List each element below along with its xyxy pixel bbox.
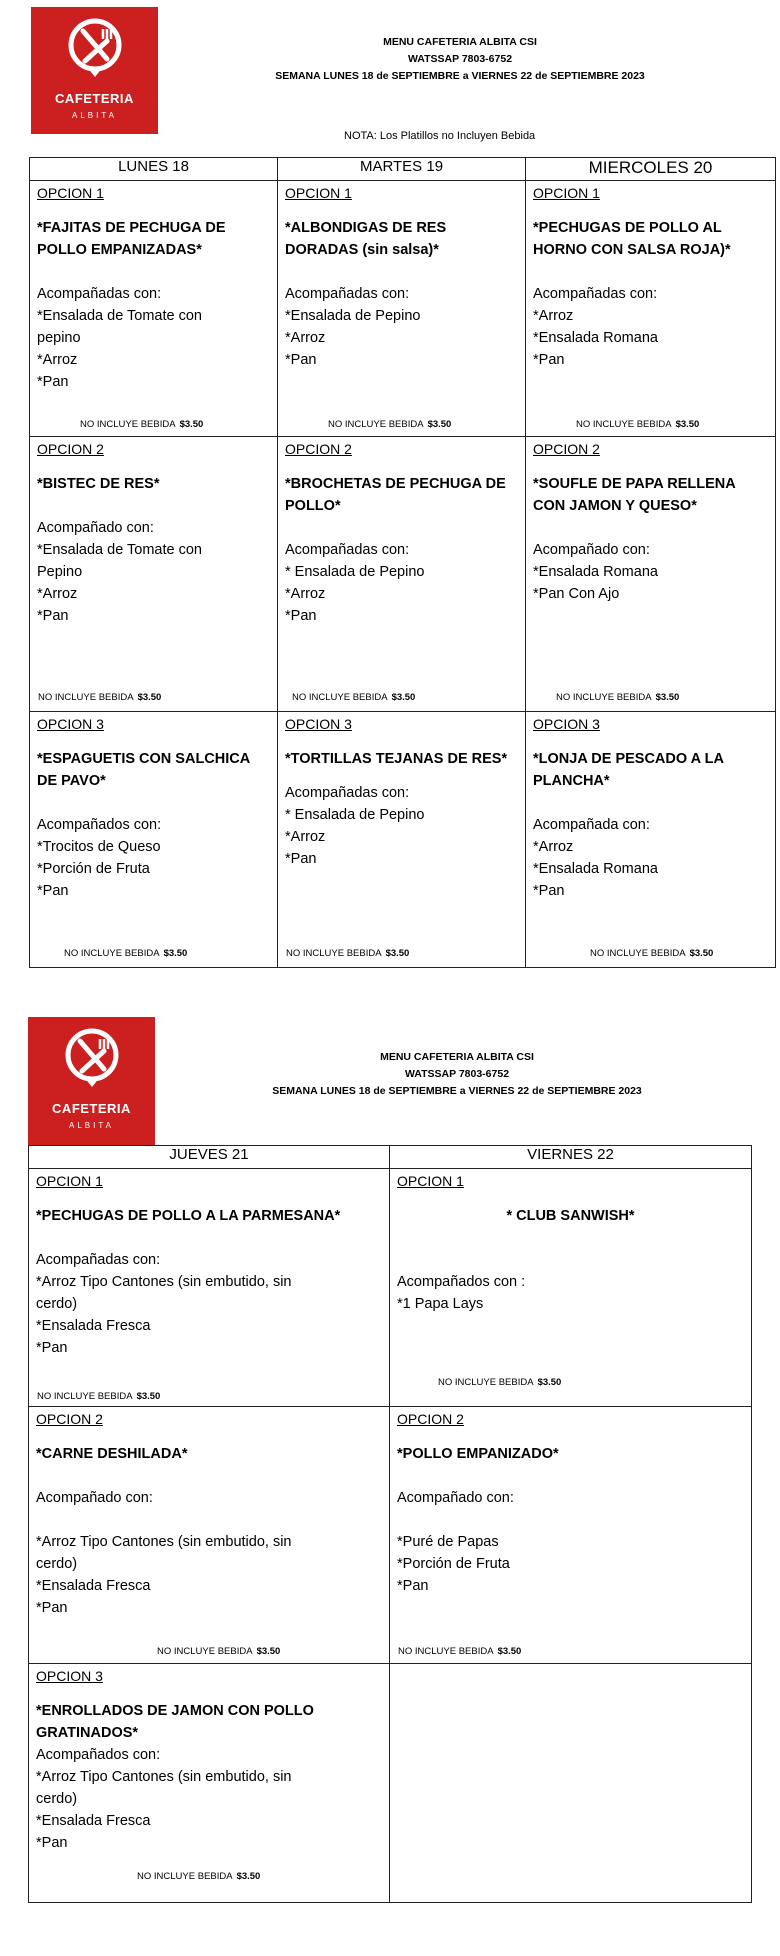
accompaniments	[533, 283, 768, 371]
side-item: *Arroz	[285, 330, 326, 346]
menu-cell	[29, 1169, 390, 1407]
accompaniments	[285, 283, 518, 371]
dish-name: * CLUB SANWISH*	[506, 1208, 635, 1224]
accompaniment-intro: Acompañadas con:	[36, 1252, 161, 1268]
option3-row	[30, 712, 776, 968]
accompaniments	[37, 814, 270, 902]
logo-title: CAFETERIA	[55, 91, 134, 106]
day-monday: LUNES 18	[30, 158, 278, 181]
accompaniment-intro: Acompañadas con:	[533, 286, 658, 302]
menu-cell	[278, 437, 526, 712]
menu-cell	[29, 1664, 390, 1903]
menu-cell	[30, 712, 278, 968]
side-item: *Ensalada Romana	[533, 330, 658, 346]
dish-name: *ENROLLADOS DE JAMON CON POLLO GRATINADOS*	[36, 1703, 314, 1741]
day-tuesday: MARTES 19	[278, 158, 526, 181]
no-drink-price: NO INCLUYE BEBIDA $3.50	[328, 419, 452, 430]
dish-name: *FAJITAS DE PECHUGA DE POLLO EMPANIZADAS*	[37, 220, 226, 258]
menu-cell	[30, 437, 278, 712]
side-item: * Ensalada de Pepino	[285, 564, 425, 580]
cafeteria-logo	[28, 1017, 155, 1145]
accompaniments	[36, 1487, 382, 1619]
menu-cell	[278, 181, 526, 437]
dish-name: *BROCHETAS DE PECHUGA DE POLLO*	[285, 476, 506, 514]
option-label: OPCION 1	[285, 185, 352, 201]
accompaniment-intro: Acompañado con:	[36, 1490, 153, 1506]
side-item: *Ensalada de Tomate con	[37, 542, 202, 558]
side-item: *Arroz	[285, 829, 326, 845]
no-drink-price: NO INCLUYE BEBIDA $3.50	[286, 948, 410, 959]
option2-row	[29, 1407, 752, 1664]
side-item: *Pan	[533, 352, 565, 368]
dish-name: *PECHUGAS DE POLLO AL HORNO CON SALSA ROJA)*	[533, 220, 731, 258]
menu-cell	[526, 437, 776, 712]
fork-knife-icon	[60, 1025, 124, 1089]
option-label: OPCION 3	[533, 716, 600, 732]
side-item: *Pan	[36, 1835, 68, 1851]
dish-name: *PECHUGAS DE POLLO A LA PARMESANA*	[36, 1208, 341, 1224]
side-item: *Ensalada Romana	[533, 861, 658, 877]
accompaniment-intro: Acompañado con:	[37, 520, 154, 536]
option-label: OPCION 2	[36, 1411, 103, 1427]
accompaniment-intro: Acompañado con:	[533, 542, 650, 558]
no-drink-price: NO INCLUYE BEBIDA $3.50	[556, 692, 680, 703]
no-drink-price: NO INCLUYE BEBIDA $3.50	[438, 1377, 562, 1388]
accompaniment-intro: Acompañadas con:	[285, 785, 410, 801]
option-label: OPCION 1	[37, 185, 104, 201]
day-wednesday: MIERCOLES 20	[526, 158, 776, 181]
side-item: *Puré de Papas	[397, 1534, 499, 1550]
side-item: cerdo)	[36, 1556, 78, 1572]
side-item: *Arroz Tipo Cantones (sin embutido, sin	[36, 1769, 292, 1785]
accompaniments	[285, 539, 518, 627]
accompaniments	[37, 283, 270, 393]
drink-note: NOTA: Los Platillos no Incluyen Bebida	[344, 130, 536, 142]
side-item: *Arroz	[285, 586, 326, 602]
no-drink-price: NO INCLUYE BEBIDA $3.50	[398, 1646, 522, 1657]
accompaniment-intro: Acompañados con:	[36, 1747, 161, 1763]
side-item: *Arroz Tipo Cantones (sin embutido, sin	[36, 1274, 292, 1290]
dish-name: *LONJA DE PESCADO A LA PLANCHA*	[533, 751, 724, 789]
header-phone: WATSSAP 7803-6752	[404, 1068, 510, 1080]
side-item: *Pan	[37, 374, 69, 390]
side-item: *Arroz	[37, 352, 78, 368]
day-header-row	[29, 1146, 752, 1169]
no-drink-price: NO INCLUYE BEBIDA $3.50	[137, 1871, 261, 1882]
option3-row	[29, 1664, 752, 1903]
menu-cell	[390, 1169, 752, 1407]
no-drink-price: NO INCLUYE BEBIDA $3.50	[38, 692, 162, 703]
option-label: OPCION 1	[397, 1173, 464, 1189]
menu-cell	[29, 1407, 390, 1664]
option-label: OPCION 3	[285, 716, 352, 732]
menu-cell	[278, 712, 526, 968]
accompaniments	[397, 1271, 744, 1315]
header-phone: WATSSAP 7803-6752	[407, 53, 513, 65]
menu-table-week1	[29, 157, 776, 968]
accompaniments	[36, 1249, 382, 1359]
side-item: Pepino	[37, 564, 83, 580]
side-item: *Arroz	[533, 308, 574, 324]
side-item: *Ensalada de Pepino	[285, 308, 421, 324]
side-item	[397, 1509, 744, 1531]
side-item: *Ensalada Fresca	[36, 1813, 151, 1829]
accompaniment-intro: Acompañados con:	[37, 817, 162, 833]
side-item: *Pan	[37, 608, 69, 624]
no-drink-price: NO INCLUYE BEBIDA $3.50	[37, 1391, 161, 1402]
accompaniments	[533, 814, 768, 902]
day-thursday: JUEVES 21	[29, 1146, 390, 1169]
option-label: OPCION 2	[37, 441, 104, 457]
dish-name: *ALBONDIGAS DE RES DORADAS (sin salsa)*	[285, 220, 447, 258]
accompaniment-intro: Acompañadas con:	[285, 286, 410, 302]
side-item: *Arroz	[533, 839, 574, 855]
side-item: *Arroz Tipo Cantones (sin embutido, sin	[36, 1534, 292, 1550]
side-item: *1 Papa Lays	[397, 1296, 484, 1312]
cafeteria-logo	[31, 7, 158, 134]
header-title: MENU CAFETERIA ALBITA CSI	[380, 1051, 534, 1063]
no-drink-price: NO INCLUYE BEBIDA $3.50	[576, 419, 700, 430]
side-item: pepino	[37, 330, 81, 346]
accompaniments	[533, 539, 768, 605]
header-week: SEMANA LUNES 18 de SEPTIEMBRE a VIERNES 22 de SEPTIEMBRE 2023	[275, 70, 645, 82]
option1-row	[30, 181, 776, 437]
dish-name: *CARNE DESHILADA*	[36, 1446, 188, 1462]
day-header-row	[30, 158, 776, 181]
side-item: *Ensalada Fresca	[36, 1578, 151, 1594]
side-item: *Porción de Fruta	[397, 1556, 510, 1572]
accompaniments	[36, 1744, 382, 1854]
option-label: OPCION 2	[397, 1411, 464, 1427]
no-drink-price: NO INCLUYE BEBIDA $3.50	[292, 692, 416, 703]
no-drink-price: NO INCLUYE BEBIDA $3.50	[64, 948, 188, 959]
option2-row	[30, 437, 776, 712]
header-title: MENU CAFETERIA ALBITA CSI	[383, 36, 537, 48]
option-label: OPCION 1	[533, 185, 600, 201]
accompaniment-intro: Acompañadas con:	[285, 542, 410, 558]
side-item: *Pan	[37, 883, 69, 899]
accompaniment-intro: Acompañados con :	[397, 1274, 526, 1290]
option-label: OPCION 3	[37, 716, 104, 732]
dish-name: *TORTILLAS TEJANAS DE RES*	[285, 751, 508, 767]
menu-table-week2	[28, 1145, 752, 1903]
side-item: *Pan	[285, 608, 317, 624]
side-item: *Pan	[36, 1600, 68, 1616]
logo-subtitle: ALBITA	[72, 111, 117, 120]
fork-knife-icon	[63, 15, 127, 79]
logo-subtitle: ALBITA	[69, 1121, 114, 1130]
menu-cell	[526, 712, 776, 968]
day-friday: VIERNES 22	[390, 1146, 752, 1169]
side-item: *Arroz	[37, 586, 78, 602]
accompaniment-intro: Acompañada con:	[533, 817, 650, 833]
side-item	[36, 1509, 382, 1531]
empty-cell	[390, 1664, 752, 1903]
dish-name: *ESPAGUETIS CON SALCHICA DE PAVO*	[37, 751, 250, 789]
side-item: *Pan	[285, 851, 317, 867]
side-item: *Porción de Fruta	[37, 861, 150, 877]
no-drink-price: NO INCLUYE BEBIDA $3.50	[590, 948, 714, 959]
side-item: *Pan	[397, 1578, 429, 1594]
side-item: *Ensalada de Tomate con	[37, 308, 202, 324]
accompaniments	[397, 1487, 744, 1597]
side-item: cerdo)	[36, 1791, 78, 1807]
logo-title: CAFETERIA	[52, 1101, 131, 1116]
side-item: *Ensalada Romana	[533, 564, 658, 580]
accompaniments	[37, 517, 270, 627]
side-item: *Trocitos de Queso	[37, 839, 161, 855]
side-item: *Ensalada Fresca	[36, 1318, 151, 1334]
side-item: *Pan	[533, 883, 565, 899]
side-item: * Ensalada de Pepino	[285, 807, 425, 823]
option-label: OPCION 1	[36, 1173, 103, 1189]
option-label: OPCION 3	[36, 1668, 103, 1684]
option1-row	[29, 1169, 752, 1407]
menu-cell	[390, 1407, 752, 1664]
menu-header	[160, 34, 760, 85]
menu-header	[157, 1049, 757, 1100]
dish-name: *POLLO EMPANIZADO*	[397, 1446, 559, 1462]
menu-cell	[526, 181, 776, 437]
side-item: *Pan	[36, 1340, 68, 1356]
header-week: SEMANA LUNES 18 de SEPTIEMBRE a VIERNES 22 de SEPTIEMBRE 2023	[272, 1085, 642, 1097]
accompaniments	[285, 782, 518, 870]
menu-cell	[30, 181, 278, 437]
option-label: OPCION 2	[285, 441, 352, 457]
dish-name: *SOUFLE DE PAPA RELLENA CON JAMON Y QUESO*	[533, 476, 736, 514]
side-item: cerdo)	[36, 1296, 78, 1312]
side-item: *Pan Con Ajo	[533, 586, 620, 602]
no-drink-price: NO INCLUYE BEBIDA $3.50	[157, 1646, 281, 1657]
accompaniment-intro: Acompañadas con:	[37, 286, 162, 302]
option-label: OPCION 2	[533, 441, 600, 457]
no-drink-price: NO INCLUYE BEBIDA $3.50	[80, 419, 204, 430]
dish-name: *BISTEC DE RES*	[37, 476, 160, 492]
side-item: *Pan	[285, 352, 317, 368]
accompaniment-intro: Acompañado con:	[397, 1490, 514, 1506]
